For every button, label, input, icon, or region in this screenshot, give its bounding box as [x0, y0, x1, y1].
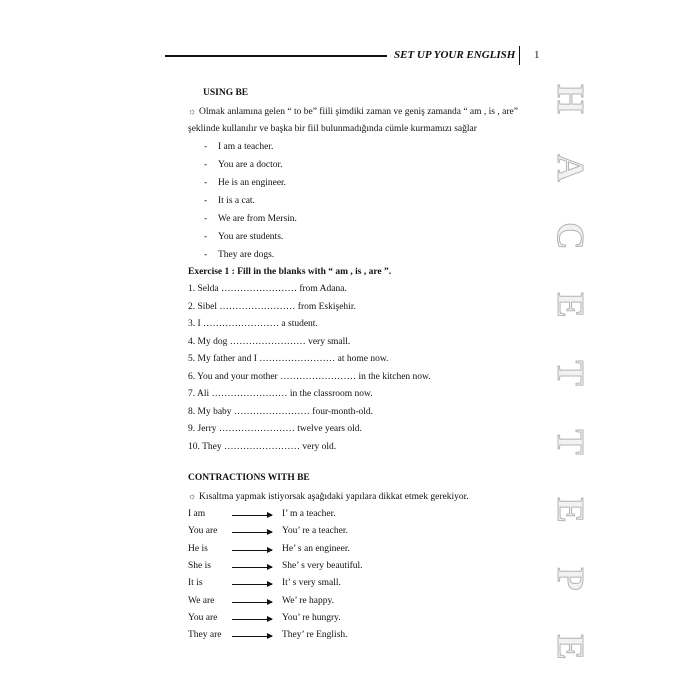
example-sentence: I am a teacher. — [218, 142, 274, 152]
contraction-full-form: It is — [188, 578, 203, 589]
contraction-short-form: You’ re a teacher. — [282, 526, 348, 537]
contraction-full-form: You are — [188, 526, 218, 537]
exercise-item: 6. You and your mother …………………… in the kitchen now. — [188, 371, 431, 382]
contraction-full-form: They are — [188, 630, 222, 641]
section-heading-contractions: CONTRACTIONS WITH BE — [188, 473, 310, 483]
side-letter: A — [549, 153, 591, 182]
arrow-right-icon — [232, 532, 272, 533]
contraction-short-form: He’ s an engineer. — [282, 543, 350, 554]
arrow-right-icon — [232, 619, 272, 620]
exercise-item: 9. Jerry …………………… twelve years old. — [188, 424, 362, 434]
exercise-item: 8. My baby …………………… four-month-old. — [188, 406, 374, 417]
bullet-dash: - — [204, 196, 208, 206]
lightbulb-icon: ☼ — [188, 106, 197, 116]
exercise-item: 3. I …………………… a student. — [188, 319, 318, 329]
example-sentence: We are from Mersin. — [218, 214, 297, 224]
exercise-item: 5. My father and I …………………… at home now. — [188, 354, 389, 364]
side-letter: C — [549, 222, 591, 250]
contraction-short-form: She’ s very beautiful. — [282, 560, 363, 571]
header-rule — [165, 55, 387, 57]
contraction-full-form: We are — [188, 595, 215, 606]
contraction-short-form: They’ re English. — [282, 630, 348, 641]
contraction-short-form: We’ re happy. — [282, 595, 334, 606]
contraction-short-form: You’ re hungry. — [282, 612, 341, 623]
side-letter: H — [549, 84, 591, 114]
bullet-dash: - — [204, 178, 208, 188]
example-sentence: It is a cat. — [218, 196, 255, 206]
using-be-intro-line1 — [188, 106, 518, 117]
bullet-dash: - — [204, 250, 208, 260]
exercise-item: 2. Sibel …………………… from Eskişehir. — [188, 301, 356, 312]
arrow-right-icon — [232, 550, 272, 551]
contraction-full-form: He is — [188, 543, 208, 554]
example-sentence: They are dogs. — [218, 250, 275, 260]
bullet-dash: - — [204, 160, 208, 170]
side-letter: E — [549, 497, 591, 523]
intro-text-1: Olmak anlamına gelen “ to be” fiili şimdiki zaman ve geniş zamanda “ am , is , are” — [199, 107, 518, 117]
example-sentence: You are a doctor. — [218, 160, 283, 170]
arrow-right-icon — [232, 567, 272, 568]
contraction-full-form: She is — [188, 560, 211, 571]
header-title: SET UP YOUR ENGLISH — [394, 49, 516, 61]
exercise-item: 10. They …………………… very old. — [188, 441, 337, 452]
contraction-full-form: You are — [188, 612, 218, 623]
arrow-right-icon — [232, 636, 272, 637]
exercise-1-title: Exercise 1 : Fill in the blanks with “ am , is , are ”. — [188, 267, 392, 277]
example-sentence: You are students. — [218, 232, 284, 242]
contractions-intro-text: Kısaltma yapmak istiyorsak aşağıdaki yapılara dikkat etmek gerekiyor. — [199, 492, 469, 502]
bullet-dash: - — [204, 232, 208, 242]
side-letter: E — [549, 634, 591, 660]
arrow-right-icon — [232, 515, 272, 516]
contraction-short-form: I’ m a teacher. — [282, 509, 336, 519]
header-separator — [519, 46, 520, 65]
contraction-full-form: I am — [188, 509, 206, 519]
lightbulb-icon: ☼ — [188, 491, 197, 501]
arrow-right-icon — [232, 602, 272, 603]
bullet-dash: - — [204, 142, 208, 152]
using-be-intro-line2: şeklinde kullanılır ve başka bir fiil bulunmadığında cümle kurmamızı sağlar — [188, 124, 477, 134]
side-letter: T — [549, 360, 591, 386]
page-number: 1 — [534, 49, 540, 61]
contraction-short-form: It’ s very small. — [282, 578, 341, 589]
bullet-dash: - — [204, 214, 208, 224]
side-letter: T — [549, 428, 591, 455]
section-heading-using-be: USING BE — [203, 88, 249, 98]
contractions-intro — [188, 491, 469, 502]
exercise-item: 4. My dog …………………… very small. — [188, 336, 351, 347]
exercise-item: 1. Selda …………………… from Adana. — [188, 284, 347, 294]
side-letter: P — [549, 566, 591, 591]
example-sentence: He is an engineer. — [218, 178, 287, 188]
exercise-item: 7. Ali …………………… in the classroom now. — [188, 389, 373, 399]
side-letter: E — [549, 291, 591, 318]
arrow-right-icon — [232, 584, 272, 585]
